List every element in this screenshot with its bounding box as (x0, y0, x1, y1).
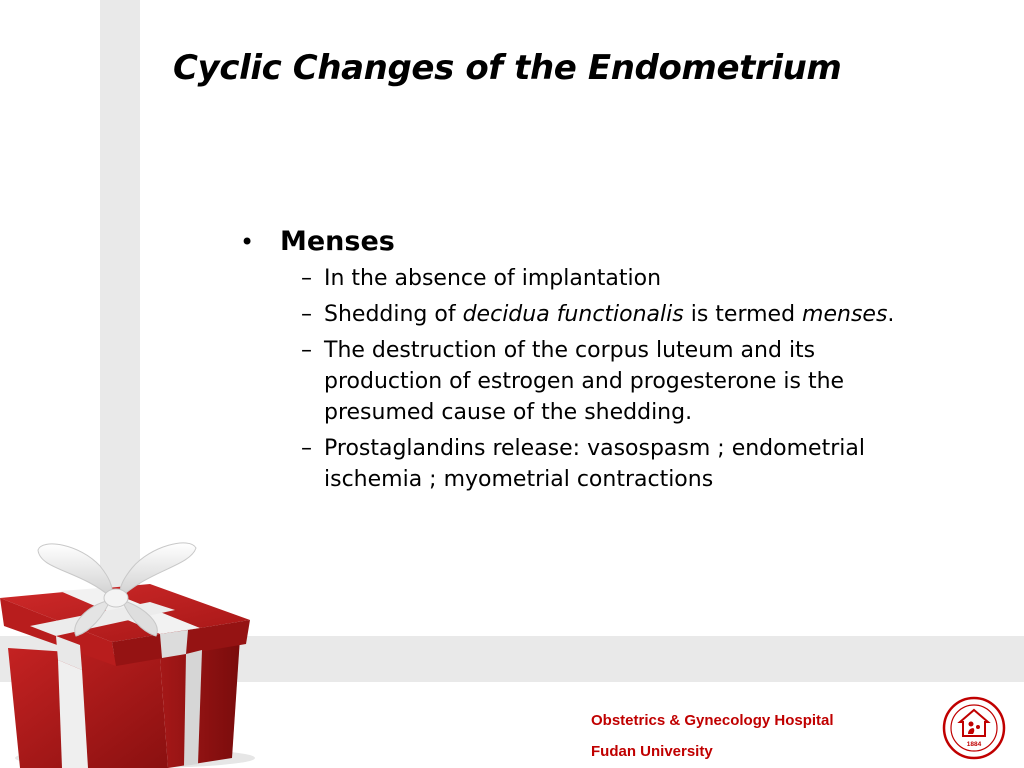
sub-bullet (240, 433, 940, 495)
text-middle: is termed (683, 302, 803, 327)
sub-bullet (240, 299, 940, 330)
slide-title: Cyclic Changes of the Endometrium (173, 48, 842, 88)
sub-bullet-text: Prostaglandins release: vasospasm ; endometrial ischemia ; myometrial contractions (324, 436, 865, 492)
sub-bullet-text (324, 299, 924, 330)
dash-icon: – (301, 266, 312, 291)
term-decidua-functionalis: decidua functionalis (462, 302, 684, 327)
slide-content (240, 226, 940, 500)
bullet-menses (240, 226, 940, 257)
sub-bullet (240, 335, 940, 428)
hospital-seal-icon (942, 696, 1006, 760)
bullet-heading: Menses (280, 226, 395, 257)
term-menses: menses (802, 302, 888, 327)
logo-year: 1884 (966, 741, 982, 748)
text-suffix: . (887, 302, 895, 327)
text-prefix: Shedding of (324, 302, 463, 327)
dash-icon: – (301, 436, 312, 461)
footer-university-name: Fudan University (591, 743, 713, 760)
sub-bullet-text: The destruction of the corpus luteum and its production of estrogen and progesterone is the presumed cause of the shedding. (324, 338, 845, 425)
sub-bullet (240, 263, 940, 294)
sub-bullet-text: In the absence of implantation (324, 266, 662, 291)
gift-box-icon (0, 540, 270, 768)
bullet-icon: • (240, 228, 255, 256)
footer-hospital-name: Obstetrics & Gynecology Hospital (591, 712, 834, 729)
sub-bullet-list (240, 263, 940, 495)
dash-icon: – (301, 338, 312, 363)
dash-icon: – (301, 302, 312, 327)
